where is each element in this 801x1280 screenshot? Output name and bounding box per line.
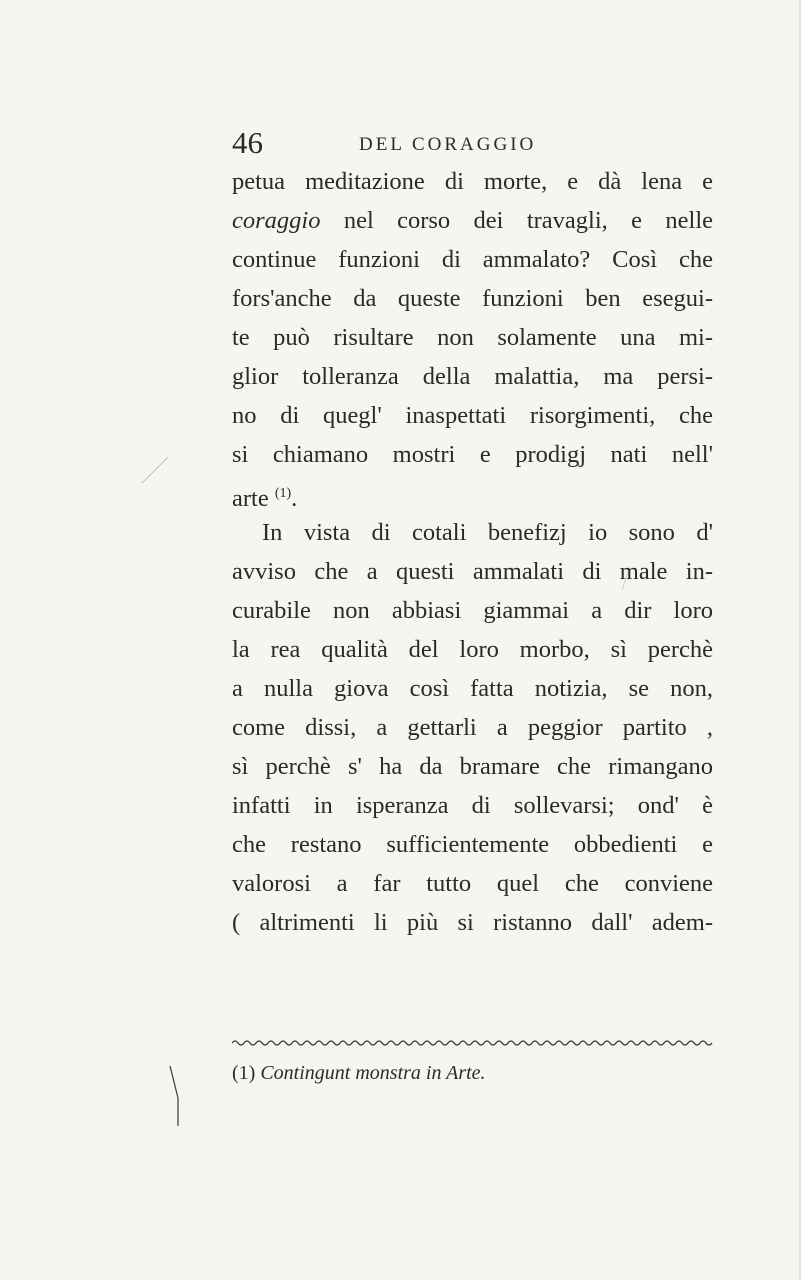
text-line: no di quegl' inaspettati risorgimenti, che bbox=[232, 402, 713, 429]
footnote-reference: (1) bbox=[274, 486, 292, 501]
text-line: glior tolleranza della malattia, ma persi- bbox=[232, 363, 713, 390]
text-line: si chiamano mostri e prodigj nati nell' bbox=[232, 441, 713, 468]
text-line bbox=[232, 474, 713, 513]
text-line: che restano sufficientemente obbedienti e bbox=[232, 831, 713, 858]
text-segment: nel corso dei travagli, e nelle bbox=[343, 207, 713, 234]
text-line: infatti in isperanza di sollevarsi; ond' è bbox=[232, 792, 713, 819]
footnote-divider bbox=[232, 1038, 713, 1048]
body-text bbox=[232, 162, 713, 942]
page-number: 46 bbox=[232, 125, 263, 160]
text-line: curabile non abbiasi giammai a dir loro bbox=[232, 597, 713, 624]
footnote-marker: (1) bbox=[232, 1062, 256, 1084]
text-line: la rea qualità del loro morbo, sì perchè bbox=[232, 636, 713, 663]
running-title: DEL CORAGGIO bbox=[359, 134, 537, 155]
text-segment: arte bbox=[232, 485, 269, 512]
text-line: a nulla giova così fatta notizia, se non, bbox=[232, 675, 713, 702]
footnote bbox=[232, 1059, 486, 1087]
text-line: valorosi a far tutto quel che conviene bbox=[232, 870, 713, 897]
text-line: petua meditazione di morte, e dà lena e bbox=[232, 168, 713, 195]
italic-word: coraggio bbox=[232, 207, 321, 234]
text-line: sì perchè s' ha da bramare che rimangano bbox=[232, 753, 713, 780]
margin-pencil-mark bbox=[140, 455, 170, 485]
text-line: continue funzioni di ammalato? Così che bbox=[232, 246, 713, 273]
paragraph-first-line: In vista di cotali benefizj io sono d' bbox=[262, 519, 713, 546]
margin-pencil-mark bbox=[168, 1064, 182, 1128]
text-line: ( altrimenti li più si ristanno dall' adem- bbox=[232, 909, 713, 936]
margin-pencil-mark bbox=[620, 570, 630, 592]
text-segment: . bbox=[291, 485, 298, 512]
footnote-text: Contingunt monstra in Arte. bbox=[260, 1062, 486, 1084]
text-line: avviso che a questi ammalati di male in- bbox=[232, 558, 713, 585]
text-line: te può risultare non solamente una mi- bbox=[232, 324, 713, 351]
text-line bbox=[232, 201, 713, 240]
page-header bbox=[232, 125, 712, 165]
text-line: fors'anche da queste funzioni ben esegui- bbox=[232, 285, 713, 312]
text-line: come dissi, a gettarli a peggior partito , bbox=[232, 714, 713, 741]
